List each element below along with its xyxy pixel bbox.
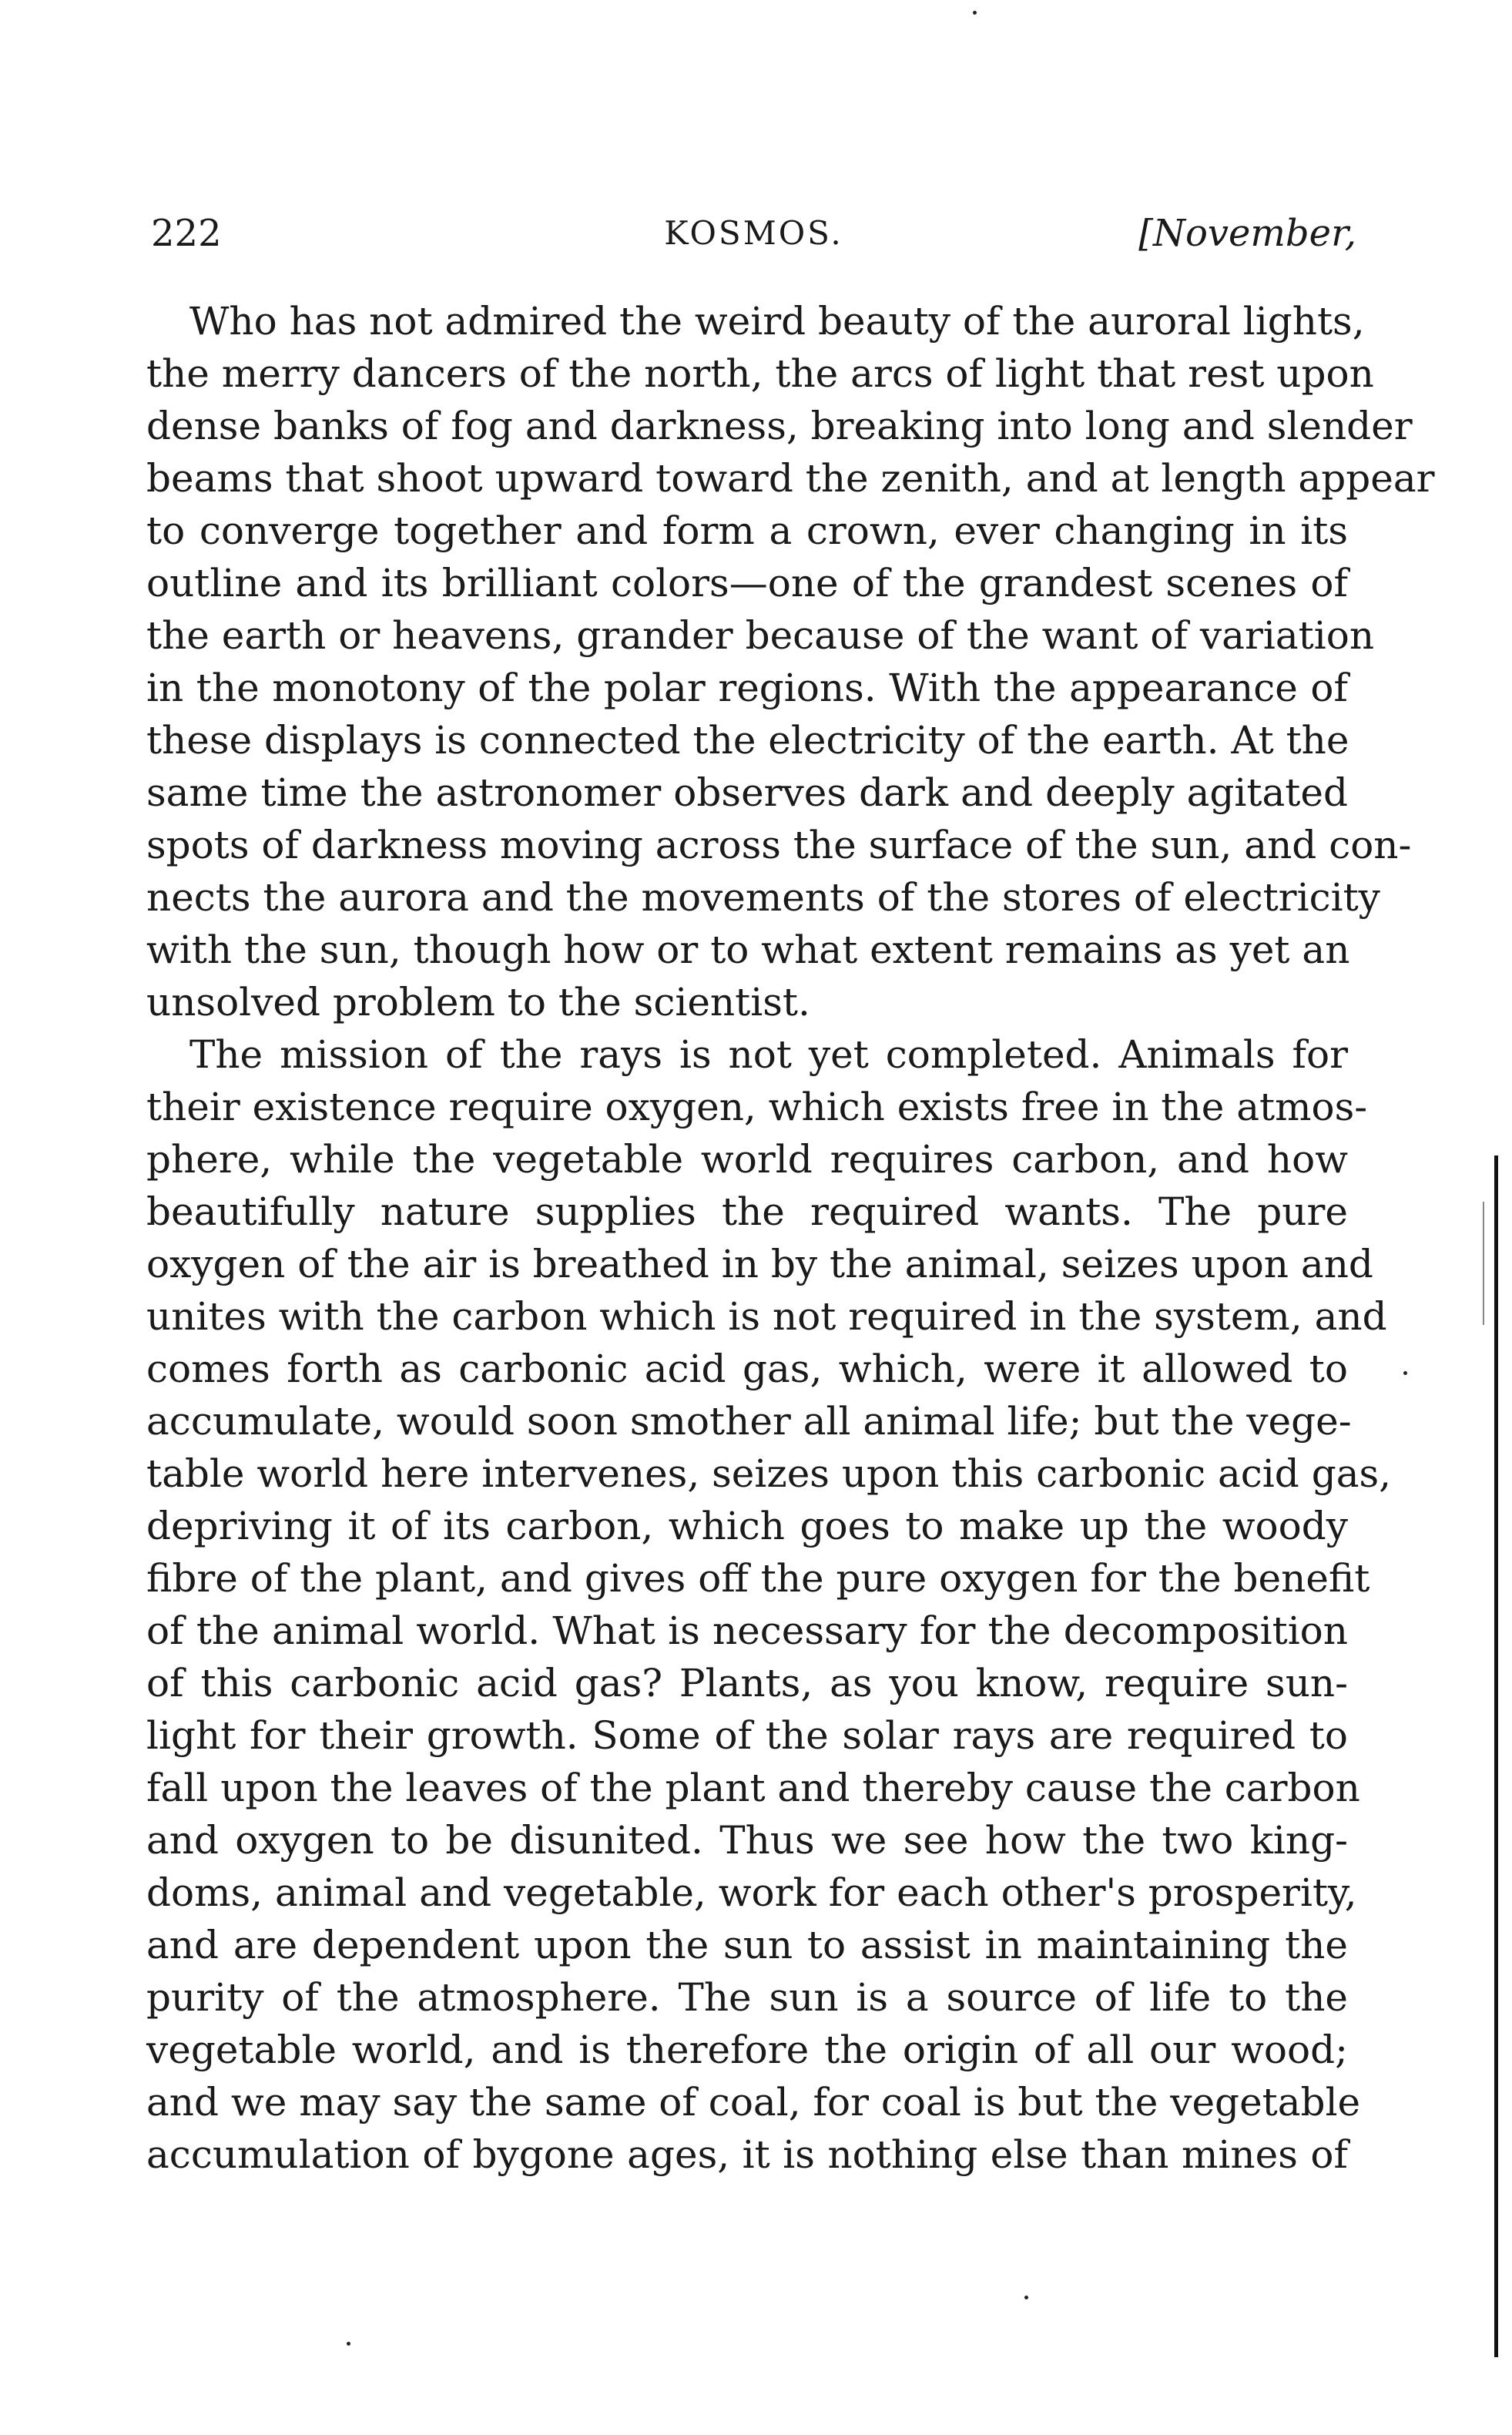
- paragraph-aurora: [146, 295, 1435, 1028]
- page-edge-shadow: [1494, 1155, 1498, 2357]
- text-line: same time the astronomer observes dark and deeply agitated: [146, 770, 1348, 815]
- text-line: accumulation of bygone ages, it is nothing else than mines of: [146, 2132, 1348, 2177]
- text-line: the merry dancers of the north, the arcs of light that rest upon: [146, 351, 1374, 396]
- text-line: doms, animal and vegetable, work for each other's prosperity,: [146, 1870, 1357, 1915]
- text-line: and oxygen to be disunited. Thus we see how the two king-: [146, 1818, 1348, 1863]
- paragraph-rays-mission: [146, 1028, 1392, 2181]
- text-line: fibre of the plant, and gives off the pure oxygen for the benefit: [146, 1556, 1370, 1601]
- text-line: their existence require oxygen, which exists free in the atmos-: [146, 1085, 1368, 1129]
- text-line: the earth or heavens, grander because of the want of variation: [146, 613, 1375, 658]
- text-line: nects the aurora and the movements of the stores of electricity: [146, 875, 1380, 920]
- scan-speck: [1403, 1371, 1407, 1375]
- page-number: 222: [151, 212, 222, 255]
- scan-speck: [347, 2342, 350, 2346]
- text-line: unites with the carbon which is not required in the system, and: [146, 1294, 1387, 1339]
- month-label: [November,: [1138, 212, 1356, 255]
- running-head: [151, 206, 1356, 260]
- text-line: oxygen of the air is breathed in by the animal, seizes upon and: [146, 1242, 1373, 1286]
- text-line: of this carbonic acid gas? Plants, as you know, require sun-: [146, 1661, 1348, 1706]
- page-edge-mark: [1483, 1202, 1484, 1325]
- text-line: comes forth as carbonic acid gas, which, were it allowed to: [146, 1347, 1348, 1391]
- text-line: accumulate, would soon smother all animal life; but the vege-: [146, 1399, 1352, 1444]
- text-line: beautifully nature supplies the required wants. The pure: [146, 1189, 1348, 1234]
- text-line: outline and its brilliant colors—one of the grandest scenes of: [146, 561, 1348, 605]
- journal-title: KOSMOS.: [664, 214, 843, 252]
- text-line: of the animal world. What is necessary for the decomposition: [146, 1608, 1348, 1653]
- text-line: The mission of the rays is not yet completed. Animals for: [189, 1032, 1348, 1077]
- text-line: with the sun, though how or to what extent remains as yet an: [146, 927, 1350, 972]
- text-line: beams that shoot upward toward the zenith, and at length appear: [146, 456, 1435, 501]
- text-line: spots of darkness moving across the surface of the sun, and con-: [146, 823, 1412, 867]
- text-line: in the monotony of the polar regions. With the appearance of: [146, 666, 1348, 710]
- text-line: unsolved problem to the scientist.: [146, 980, 810, 1025]
- text-line: fall upon the leaves of the plant and thereby cause the carbon: [146, 1766, 1360, 1810]
- text-line: and are dependent upon the sun to assist in maintaining the: [146, 1923, 1348, 1967]
- text-line: purity of the atmosphere. The sun is a source of life to the: [146, 1975, 1348, 2020]
- text-line: phere, while the vegetable world requires carbon, and how: [146, 1137, 1348, 1182]
- text-line: depriving it of its carbon, which goes to make up the woody: [146, 1504, 1348, 1548]
- text-line: to converge together and form a crown, ever changing in its: [146, 508, 1348, 553]
- scan-speck: [1024, 2296, 1028, 2299]
- body-text: [146, 295, 1435, 2181]
- text-line: light for their growth. Some of the solar rays are required to: [146, 1713, 1348, 1758]
- scan-speck: [973, 11, 977, 15]
- text-line: dense banks of fog and darkness, breaking into long and slender: [146, 404, 1413, 448]
- text-line: these displays is connected the electricity of the earth. At the: [146, 718, 1349, 763]
- text-line: table world here intervenes, seizes upon this carbonic acid gas,: [146, 1451, 1392, 1496]
- text-line: vegetable world, and is therefore the origin of all our wood;: [146, 2027, 1348, 2072]
- text-line: Who has not admired the weird beauty of the auroral lights,: [189, 299, 1365, 344]
- text-line: and we may say the same of coal, for coal is but the vegetable: [146, 2080, 1361, 2125]
